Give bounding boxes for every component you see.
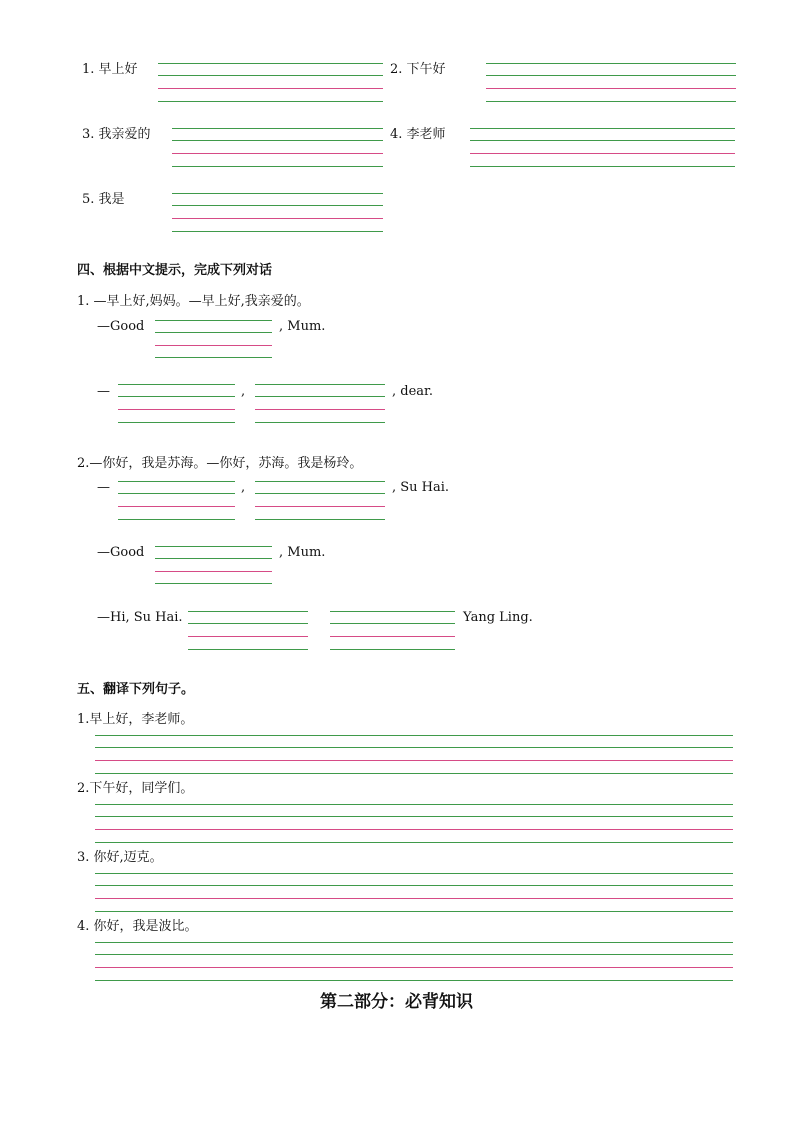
dialogue-2-line1-start: — (97, 480, 110, 495)
translate-item-2: 2.下午好，同学们。 (77, 781, 194, 796)
part-2-title: 第二部分：必背知识 (320, 992, 473, 1012)
dialogue-1-prompt: 1. —早上好,妈妈。—早上好,我亲爱的。 (77, 294, 310, 309)
vocab-label: 1. 早上好 (82, 62, 138, 77)
dialogue-2-line1-end: , Su Hai. (392, 480, 450, 495)
dialogue-2-line1-mid: , (241, 480, 246, 495)
dialogue-1-line2-mid: , (241, 384, 246, 399)
dialogue-1-line1-end: , Mum. (279, 319, 326, 334)
dialogue-1-line2-end: , dear. (392, 384, 433, 399)
dialogue-2-line2-start: —Good (97, 545, 145, 560)
vocab-label: 2. 下午好 (390, 62, 446, 77)
vocab-label: 3. 我亲爱的 (82, 127, 151, 142)
dialogue-1-line1-start: —Good (97, 319, 145, 334)
translate-item-3: 3. 你好,迈克。 (77, 850, 163, 865)
dialogue-1-line2-start: — (97, 384, 110, 399)
dialogue-2-line3-start: —Hi, Su Hai. (97, 610, 183, 625)
section-5-title: 五、翻译下列句子。 (77, 682, 195, 697)
dialogue-2-line3-end: Yang Ling. (463, 610, 533, 625)
dialogue-2-line2-end: , Mum. (279, 545, 326, 560)
translate-item-4: 4. 你好，我是波比。 (77, 919, 198, 934)
translate-item-1: 1.早上好，李老师。 (77, 712, 194, 727)
section-4-title: 四、根据中文提示，完成下列对话 (77, 263, 273, 278)
vocab-label: 4. 李老师 (390, 127, 446, 142)
dialogue-2-prompt: 2.—你好，我是苏海。—你好，苏海。我是杨玲。 (77, 456, 363, 471)
vocab-label: 5. 我是 (82, 192, 125, 207)
